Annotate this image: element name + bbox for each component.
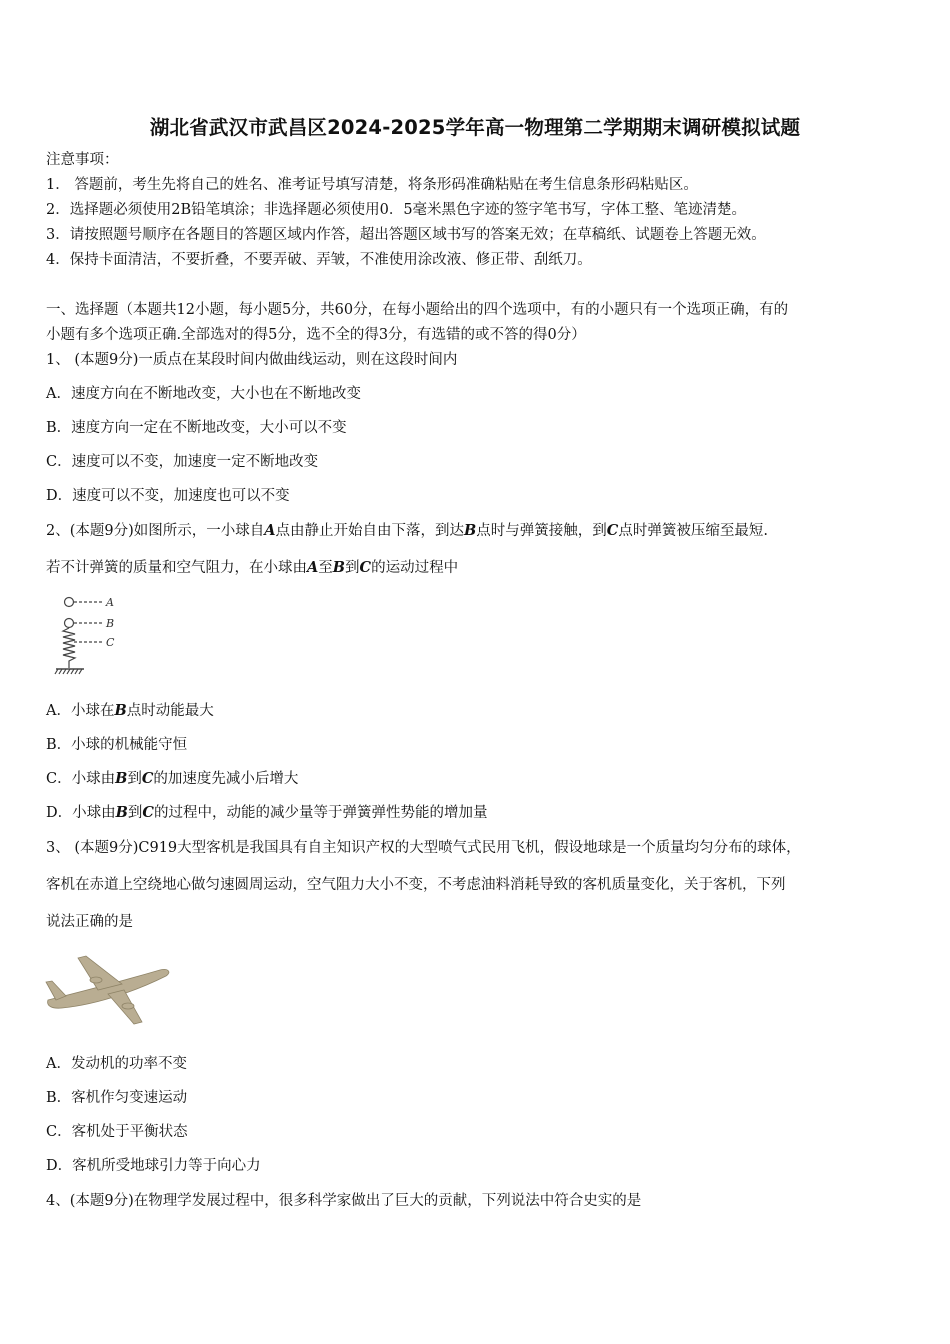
q3-option-d: D．客机所受地球引力等于向心力 [46, 1158, 261, 1174]
q3-option-c: C．客机处于平衡状态 [46, 1124, 188, 1140]
q2-stem-line1 [46, 521, 908, 541]
spring-figure [52, 592, 132, 676]
q2-text: 点时弹簧被压缩至最短. [618, 523, 768, 539]
point-b-label: B [115, 770, 128, 787]
q3-stem-line3: 说法正确的是 [46, 914, 133, 930]
option-text: 到 [127, 805, 143, 821]
notice-item-4: 4．保持卡面清洁，不要折叠，不要弄破、弄皱，不准使用涂改液、修正带、刮纸刀。 [46, 252, 592, 268]
q1-option-b: B．速度方向一定在不断地改变，大小可以不变 [46, 420, 347, 436]
option-text: 的加速度先减小后增大 [153, 771, 299, 787]
q3-option-a: A．发动机的功率不变 [46, 1056, 187, 1072]
q3-option-b: B．客机作匀变速运动 [46, 1090, 188, 1106]
option-text: A．小球在 [46, 703, 115, 719]
q3-stem-line2: 客机在赤道上空绕地心做匀速圆周运动，空气阻力大小不变，不考虑油料消耗导致的客机质量变化，关于客机，下列 [46, 877, 786, 893]
ball-at-a [65, 598, 74, 607]
q2-option-c [46, 769, 908, 789]
q1-option-d: D．速度可以不变，加速度也可以不变 [46, 488, 290, 504]
q1-option-c: C．速度可以不变，加速度一定不断地改变 [46, 454, 319, 470]
notice-heading: 注意事项： [46, 152, 119, 168]
ball-at-b [65, 619, 74, 628]
option-text: 点时动能最大 [126, 703, 214, 719]
point-a-label: A [264, 522, 276, 539]
airplane-wing-upper [78, 956, 122, 990]
point-b-label: B [114, 702, 127, 719]
q2-stem-line2 [46, 558, 908, 578]
q2-option-d [46, 803, 908, 823]
notice-item-3: 3．请按照题号顺序在各题目的答题区域内作答，超出答题区域书写的答案无效；在草稿纸、试题卷上答题无效。 [46, 227, 766, 243]
point-c-label: C [142, 804, 154, 821]
fig-label-b: B [106, 617, 115, 630]
page-title: 湖北省武汉市武昌区2024-2025学年高一物理第二学期期末调研模拟试题 [149, 116, 801, 139]
point-a-label: A [307, 559, 319, 576]
point-c-label: C [606, 522, 619, 539]
q1-stem: 1、 (本题9分)一质点在某段时间内做曲线运动，则在这段时间内 [46, 352, 458, 368]
fig-label-a: A [106, 596, 114, 609]
option-text: D．小球由 [46, 805, 116, 821]
notice-item-2: 2．选择题必须使用2B铅笔填涂；非选择题必须使用0．5毫米黑色字迹的签字笔书写，字体工整、笔迹清楚。 [46, 202, 747, 218]
q2-text: 至 [318, 560, 333, 576]
airplane-image [42, 948, 176, 1030]
section-instructions-line1: 一、选择题（本题共12小题，每小题5分，共60分，在每小题给出的四个选项中，有的小题只有一个选项正确，有的 [46, 302, 789, 318]
q2-text: 的运动过程中 [371, 560, 459, 576]
fig-label-c: C [106, 636, 115, 649]
option-text: 的过程中，动能的减少量等于弹簧弹性势能的增加量 [153, 805, 488, 821]
point-b-label: B [464, 522, 477, 539]
q1-option-a: A．速度方向在不断地改变，大小也在不断地改变 [46, 386, 361, 402]
section-instructions-line2: 小题有多个选项正确.全部选对的得5分，选不全的得3分，有选错的或不答的得0分） [46, 327, 586, 343]
notice-item-1: 1． 答题前，考生先将自己的姓名、准考证号填写清楚，将条形码准确粘贴在考生信息条形码粘贴区。 [46, 177, 698, 193]
spring-coil [63, 628, 75, 668]
q2-text: 若不计弹簧的质量和空气阻力，在小球由 [46, 560, 307, 576]
q3-stem-line1: 3、 (本题9分)C919大型客机是我国具有自主知识产权的大型喷气式民用飞机，假设地球是一个质量均匀分布的球体， [46, 840, 801, 856]
option-text: C．小球由 [46, 771, 116, 787]
point-c-label: C [359, 559, 372, 576]
option-text: 到 [127, 771, 142, 787]
q2-text: 点由静止开始自由下落，到达 [275, 523, 465, 539]
q2-option-b: B．小球的机械能守恒 [46, 737, 188, 753]
point-b-label: B [332, 559, 346, 576]
airplane-tail [46, 981, 66, 1000]
airplane-engine-2 [122, 1003, 134, 1009]
q2-text: 2、(本题9分)如图所示，一小球自 [46, 523, 265, 539]
point-b-label: B [115, 804, 128, 821]
airplane-engine-1 [90, 977, 102, 983]
q2-option-a [46, 701, 908, 721]
q2-text: 点时与弹簧接触，到 [476, 523, 607, 539]
q2-text: 到 [345, 560, 360, 576]
point-c-label: C [141, 770, 154, 787]
q4-stem: 4、(本题9分)在物理学发展过程中，很多科学家做出了巨大的贡献，下列说法中符合史实的是 [46, 1193, 642, 1209]
